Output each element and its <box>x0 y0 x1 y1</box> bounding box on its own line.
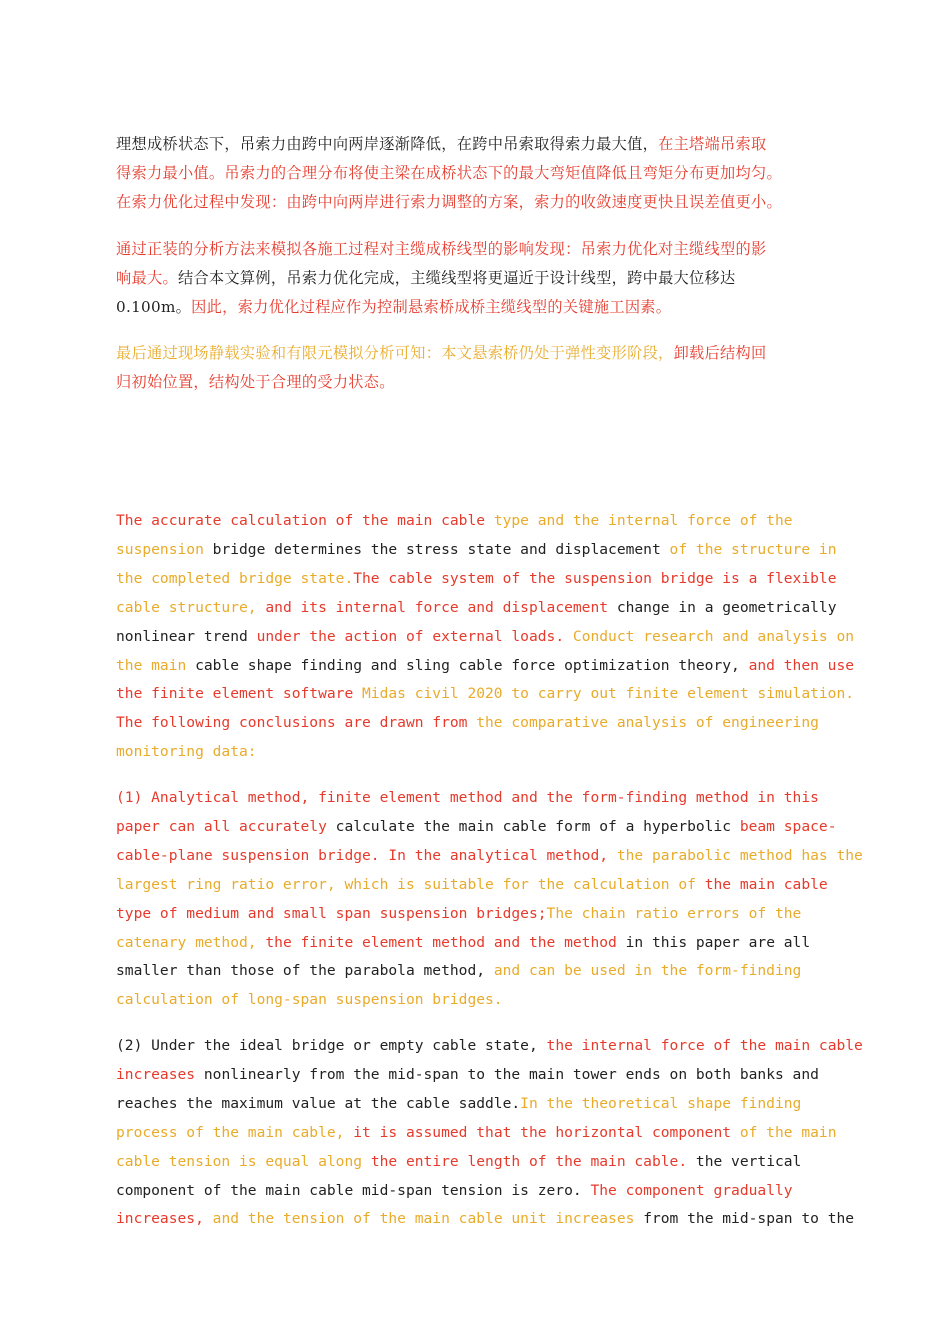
text-segment: 最后通过现场静载实验和有限元模拟分析可知：本文悬索桥仍处于弹性变形阶段， <box>116 344 674 362</box>
text-segment: paper can all accurately <box>116 817 336 835</box>
text-segment: reaches the maximum value at the cable saddle. <box>116 1094 521 1112</box>
text-segment: the vertical <box>695 1152 802 1170</box>
text-segment: 在索力优化过程中发现：由跨中向两岸进行索力调整的方案，索力的收敛速度更快且误差值更小。 <box>116 193 782 211</box>
text-segment: increases, <box>116 1210 213 1228</box>
text-segment: 归初始位置，结构处于合理的受力状态。 <box>116 373 395 391</box>
text-line <box>116 293 766 322</box>
text-segment: calculate the main cable form of a hyperbolic <box>335 817 740 835</box>
text-line <box>116 188 782 217</box>
text-segment: under the action of external loads. <box>256 627 573 645</box>
text-segment: the finite element method and the method <box>265 933 626 951</box>
text-segment: the finite element software <box>116 685 363 703</box>
text-segment: 0.100m。 <box>116 298 192 316</box>
text-line <box>116 1205 856 1234</box>
text-line <box>116 813 856 842</box>
text-line <box>116 1061 856 1090</box>
text-segment: catenary method, <box>116 933 266 951</box>
text-line <box>116 565 856 594</box>
text-segment: In the theoretical shape finding <box>520 1094 802 1112</box>
text-segment: and the tension of the main cable unit increases <box>212 1210 644 1228</box>
text-segment: suspension <box>116 540 213 558</box>
text-segment: cable tension is equal along <box>116 1152 371 1170</box>
text-segment: 得索力最小值。吊索力的合理分布将使主梁在成桥状态下的最大弯矩值降低且弯矩分布更加均匀。 <box>116 164 782 182</box>
text-segment: 因此，索力优化过程应作为控制悬索桥成桥主缆线型的关键施工因素。 <box>191 298 672 316</box>
text-segment: of the main <box>739 1123 837 1141</box>
text-line <box>116 1090 856 1119</box>
text-segment: 通过正装的分析方法来模拟各施工过程对主缆成桥线型的影响发现：吊索力优化对主缆线型的影 <box>116 240 767 258</box>
text-segment: the main cable <box>704 875 828 893</box>
text-segment: of the structure in <box>669 540 837 558</box>
text-segment: the completed bridge state. <box>116 569 354 587</box>
text-segment: cable shape finding and sling cable force optimization theory, <box>195 656 749 674</box>
text-segment: change in a geometrically <box>616 598 837 616</box>
text-segment: (2) Under the ideal bridge or empty cable state, <box>116 1037 547 1054</box>
text-line <box>116 235 766 264</box>
text-segment: 卸载后结构回 <box>673 344 767 362</box>
text-line <box>116 159 782 188</box>
text-segment: smaller than those of the parabola method, <box>116 962 494 980</box>
chinese-paragraph-1 <box>116 130 782 217</box>
text-segment: increases <box>116 1065 204 1083</box>
text-line <box>116 929 856 958</box>
text-segment: beam space- <box>739 817 837 835</box>
text-line <box>116 1032 863 1061</box>
chinese-paragraph-3 <box>116 339 767 397</box>
chinese-paragraph-2 <box>116 235 766 322</box>
text-segment: type of medium and small span suspension bridges; <box>116 904 547 922</box>
text-segment: (1) Analytical method, finite element method and the form-finding method in this <box>116 789 819 806</box>
text-segment: process of the main cable, <box>116 1123 354 1141</box>
text-segment: The following conclusions are drawn from <box>116 714 477 732</box>
text-segment: monitoring data: <box>116 743 257 761</box>
text-segment: The component gradually <box>590 1181 793 1199</box>
text-line <box>116 738 856 767</box>
text-segment: cable structure, <box>116 598 266 616</box>
text-segment: type and the internal force of the <box>493 512 793 529</box>
text-line <box>116 842 863 871</box>
text-line <box>116 594 856 623</box>
text-line <box>116 368 767 397</box>
text-segment: component of the main cable mid-span tension is zero. <box>116 1181 591 1199</box>
text-line <box>116 1119 856 1148</box>
text-segment: and can be used in the form-finding <box>493 962 802 980</box>
text-segment: The accurate calculation of the main cable <box>116 512 494 529</box>
text-segment: 结合本文算例，吊索力优化完成，主缆线型将更逼近于设计线型，跨中最大位移达 <box>177 269 736 287</box>
text-segment: The chain ratio errors of the <box>546 904 802 922</box>
text-segment: the entire length of the main cable. <box>370 1152 696 1170</box>
text-line <box>116 986 856 1015</box>
text-line <box>116 623 856 652</box>
text-segment: Conduct research and analysis on <box>572 627 855 645</box>
text-segment: it is assumed that the horizontal component <box>353 1123 740 1141</box>
english-paragraph-conclusion-2 <box>116 1032 863 1234</box>
text-line <box>116 1148 856 1177</box>
text-line <box>116 784 856 813</box>
text-segment: calculation of long-span suspension bridges. <box>116 991 503 1009</box>
text-line <box>116 652 856 681</box>
text-line <box>116 264 766 293</box>
text-segment: cable-plane suspension bridge. In the analytical method, <box>116 846 617 864</box>
text-segment: in this paper are all <box>625 933 811 951</box>
text-segment: 响最大。 <box>116 269 178 287</box>
text-segment: nonlinear trend <box>116 627 257 645</box>
text-segment: the comparative analysis of engineering <box>476 714 819 732</box>
text-segment: the main <box>116 656 196 674</box>
text-segment: and its internal force and displacement <box>265 598 617 616</box>
english-paragraph-conclusion-1 <box>116 784 863 1015</box>
text-line <box>116 709 856 738</box>
text-segment: the internal force of the main cable <box>546 1037 863 1054</box>
text-line <box>116 680 856 709</box>
text-segment: The cable system of the suspension bridge is a flexible <box>353 569 837 587</box>
text-segment: and then use <box>748 656 855 674</box>
text-line <box>116 130 782 159</box>
text-segment: 在主塔端吊索取 <box>658 135 767 153</box>
text-segment: nonlinearly from the mid-span to the main tower ends on both banks and <box>203 1065 819 1083</box>
text-line <box>116 339 767 368</box>
text-segment: Midas civil 2020 to carry out finite element simulation. <box>362 685 855 703</box>
text-line <box>116 536 856 565</box>
text-line <box>116 900 856 929</box>
text-segment: 理想成桥状态下，吊索力由跨中向两岸逐渐降低，在跨中吊索取得索力最大值， <box>116 135 659 153</box>
text-segment: largest ring ratio error, which is suitable for the calculation of <box>116 875 705 893</box>
text-segment: bridge determines the stress state and displacement <box>212 540 670 558</box>
text-segment: the parabolic method has the <box>616 846 863 864</box>
text-line <box>116 1177 856 1206</box>
english-paragraph-summary <box>116 507 856 767</box>
text-line <box>116 957 856 986</box>
text-segment: from the mid-span to the <box>643 1210 855 1228</box>
text-line <box>116 507 856 536</box>
text-line <box>116 871 856 900</box>
